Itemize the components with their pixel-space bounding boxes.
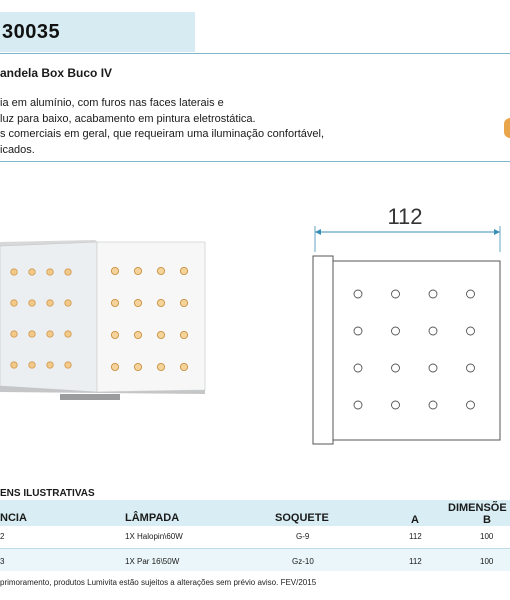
- technical-front-view: [313, 256, 500, 444]
- section-divider: [0, 161, 510, 162]
- column-header-dim-b: B: [483, 514, 491, 526]
- hole-icon: [429, 364, 437, 372]
- dimension-annotation: [315, 204, 500, 252]
- hole-icon: [65, 269, 71, 275]
- hole-icon: [429, 327, 437, 335]
- cell-dim-b: 100: [480, 557, 494, 566]
- column-header-dimensions: DIMENSÕE: [448, 502, 507, 514]
- hole-icon: [111, 299, 118, 306]
- hole-icon: [11, 300, 17, 306]
- hole-icon: [29, 300, 35, 306]
- hole-icon: [134, 299, 141, 306]
- hole-icon: [65, 362, 71, 368]
- hole-icon: [29, 269, 35, 275]
- hole-icon: [134, 363, 141, 370]
- cell-socket: Gz-10: [292, 557, 314, 566]
- hole-icon: [11, 269, 17, 275]
- product-description: [0, 96, 420, 158]
- hole-icon: [29, 362, 35, 368]
- hole-icon: [467, 364, 475, 372]
- hole-icon: [111, 363, 118, 370]
- hole-icon: [392, 364, 400, 372]
- description-line: icados.: [0, 143, 35, 156]
- hole-icon: [11, 331, 17, 337]
- hole-icon: [134, 267, 141, 274]
- hole-icon: [65, 331, 71, 337]
- column-header-dim-a: A: [411, 514, 419, 526]
- hole-icon: [392, 327, 400, 335]
- footer-disclaimer: primoramento, produtos Lumivita estão sujeitos a alterações sem prévio aviso. FEV/2015: [0, 578, 317, 587]
- header-divider: [0, 53, 510, 54]
- hole-icon: [467, 327, 475, 335]
- product-photo: [0, 240, 205, 400]
- cell-reference: 2: [0, 532, 5, 541]
- hole-icon: [157, 299, 164, 306]
- hole-icon: [354, 364, 362, 372]
- column-header-socket: SOQUETE: [275, 512, 329, 524]
- hole-icon: [392, 401, 400, 409]
- hole-icon: [47, 331, 53, 337]
- hole-icon: [354, 290, 362, 298]
- cell-lamp: 1X Halopin\60W: [125, 532, 183, 541]
- hole-icon: [392, 290, 400, 298]
- hole-icon: [29, 331, 35, 337]
- hole-icon: [11, 362, 17, 368]
- hole-icon: [467, 401, 475, 409]
- cell-dim-b: 100: [480, 532, 494, 541]
- hole-icon: [429, 401, 437, 409]
- hole-icon: [134, 331, 141, 338]
- dimension-label: 112: [387, 204, 423, 229]
- hole-icon: [180, 363, 187, 370]
- description-line: luz para baixo, acabamento em pintura eletrostática.: [0, 112, 256, 125]
- hole-icon: [111, 267, 118, 274]
- cell-dim-a: 112: [409, 532, 422, 541]
- product-code: 30035: [2, 21, 61, 43]
- hole-icon: [111, 331, 118, 338]
- cell-reference: 3: [0, 557, 5, 566]
- hole-icon: [47, 362, 53, 368]
- cell-dim-a: 112: [409, 557, 422, 566]
- hole-icon: [354, 401, 362, 409]
- hole-icon: [47, 300, 53, 306]
- product-drawing: [0, 180, 510, 470]
- hole-icon: [180, 299, 187, 306]
- hole-icon: [180, 267, 187, 274]
- cell-lamp: 1X Par 16\50W: [125, 557, 180, 566]
- description-line: ia em alumínio, com furos nas faces laterais e: [0, 97, 224, 109]
- hole-icon: [157, 331, 164, 338]
- accent-marker: [504, 118, 510, 138]
- description-line: s comerciais em geral, que requeiram uma iluminação confortável,: [0, 128, 325, 140]
- hole-icon: [467, 290, 475, 298]
- hole-icon: [354, 327, 362, 335]
- hole-icon: [157, 267, 164, 274]
- hole-icon: [65, 300, 71, 306]
- hole-icon: [47, 269, 53, 275]
- product-name: andela Box Buco IV: [0, 66, 113, 80]
- column-header-reference: NCIA: [0, 512, 27, 524]
- hole-icon: [429, 290, 437, 298]
- illustrative-images-label: ENS ILUSTRATIVAS: [0, 488, 95, 499]
- hole-icon: [180, 331, 187, 338]
- hole-icon: [157, 363, 164, 370]
- row-background: [0, 549, 510, 571]
- cell-socket: G-9: [296, 532, 310, 541]
- column-header-lamp: LÂMPADA: [125, 512, 180, 524]
- table-header: [0, 500, 510, 526]
